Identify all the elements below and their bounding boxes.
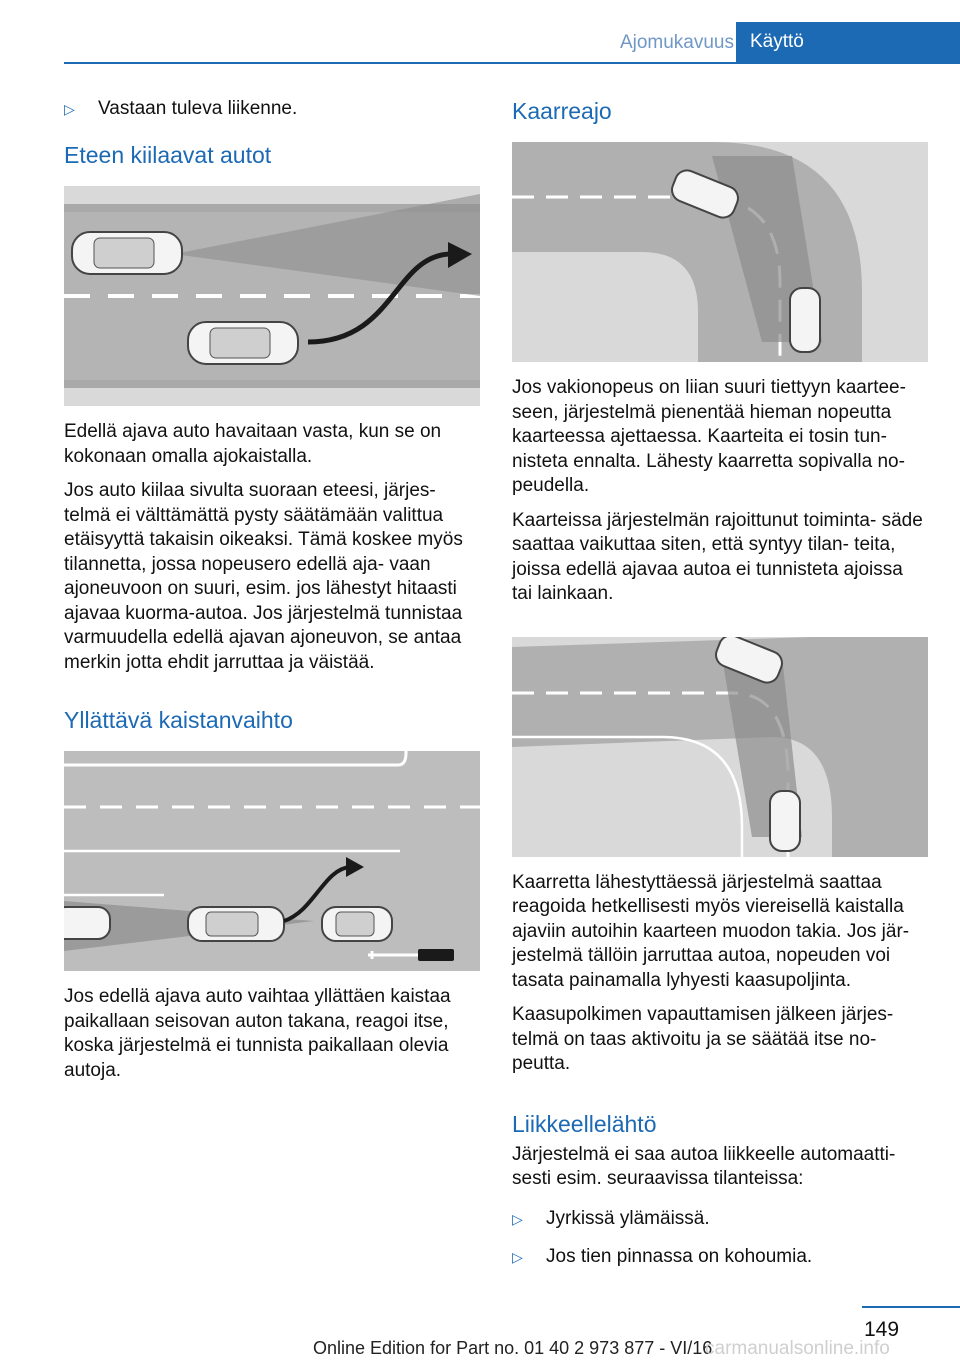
section-heading: Eteen kiilaavat autot xyxy=(64,142,272,168)
paragraph: Kaarteissa järjestelmän rajoittunut toiminta‐ säde saattaa vaikuttaa siten, että syntyy tilan‐ teita, joissa edellä ajavaa autoa ei tunnisteta ajoissa tai lainkaan. xyxy=(512,509,923,604)
car-icon xyxy=(770,791,800,851)
section-heading: Liikkeellelähtö xyxy=(512,1110,657,1137)
figure-curve-1 xyxy=(512,142,928,362)
car-icon xyxy=(188,907,284,941)
figure-lane-change xyxy=(64,751,480,971)
paragraph: Järjestelmä ei saa autoa liikkeelle automaatti‐ sesti esim. seuraavissa tilanteissa: xyxy=(512,1143,896,1189)
list-item-text: Vastaan tuleva liikenne. xyxy=(98,98,298,119)
left-column xyxy=(64,96,482,1093)
paragraph: Jos auto kiilaa sivulta suoraan eteesi, järjes‐ telmä ei välttämättä pysty säätämään valittua etäisyyttä takaisin oikeaksi. Tämä koskee myös tilannetta, jossa nopeusero edellä aja‐ vaan ajoneuvoon on suuri, esim. jos lähestyt hitaasti ajavaa kuorma-autoa. Jos järjestelmä tunnistaa varmuudella edellä ajavan ajoneuvon, se antaa merkin jotta ehdit jarruttaa ja väistää. xyxy=(64,480,463,673)
paragraph: Edellä ajava auto havaitaan vasta, kun se on kokonaan omalla ajokaistalla. xyxy=(64,421,442,467)
chapter-tab: Käyttö xyxy=(736,22,960,62)
figure-curve-2 xyxy=(512,637,928,857)
car-icon xyxy=(790,288,820,352)
paragraph: Jos edellä ajava auto vaihtaa yllättäen kaistaa paikallaan seisovan auton takana, reagoi itse, koska järjestelmä ei tunnista paikallaan olevia autoja. xyxy=(64,986,451,1081)
paragraph: Kaasupolkimen vapauttamisen jälkeen järjes‐ telmä on taas aktivoitu ja se säätää itse no‐ peutta. xyxy=(512,1004,894,1074)
car-icon xyxy=(72,232,182,274)
footer-rule xyxy=(862,1306,960,1308)
car-icon xyxy=(64,907,110,939)
triangle-bullet-icon: ▷ xyxy=(512,1210,523,1227)
triangle-bullet-icon: ▷ xyxy=(64,101,75,117)
section-tab: Ajomukavuus xyxy=(619,32,734,53)
list-item xyxy=(512,1244,928,1270)
paragraph: Kaarretta lähestyttäessä järjestelmä saattaa reagoida hetkellisesti myös viereisellä kaistalla ajaviin autoihin kaarteen muodon takia. Jos jär‐ jestelmä tällöin jarruttaa autoa, nopeuden voi tasata painamalla lyhyesti kaasupoljinta. xyxy=(512,871,910,991)
list-item xyxy=(512,1206,928,1232)
list-item-text: Jyrkissä ylämäissä. xyxy=(546,1207,710,1229)
edition-text: Online Edition for Part no. 01 40 2 973 877 - VI/16 xyxy=(313,1338,713,1358)
list-item xyxy=(64,96,482,122)
watermark: carmanualsonline.info xyxy=(705,1338,890,1359)
page-header xyxy=(64,22,960,64)
paragraph: Jos vakionopeus on liian suuri tiettyyn kaartee‐ seen, järjestelmä pienentää hieman nopeutta kaarteessa ajettaessa. Kaarteita ei tosin tun‐ nisteta ennalta. Lähesty kaarretta sopivalla no‐ peudella. xyxy=(512,377,906,496)
section-heading: Kaarreajo xyxy=(512,98,612,124)
car-icon xyxy=(188,322,298,364)
triangle-bullet-icon: ▷ xyxy=(512,1248,523,1265)
right-column xyxy=(512,96,928,1288)
figure-cut-in xyxy=(64,186,480,406)
section-heading: Yllättävä kaistanvaihto xyxy=(64,707,293,733)
page-number: 149 xyxy=(864,1318,900,1341)
car-icon xyxy=(322,907,392,941)
list-item-text: Jos tien pinnassa on kohoumia. xyxy=(546,1245,813,1267)
